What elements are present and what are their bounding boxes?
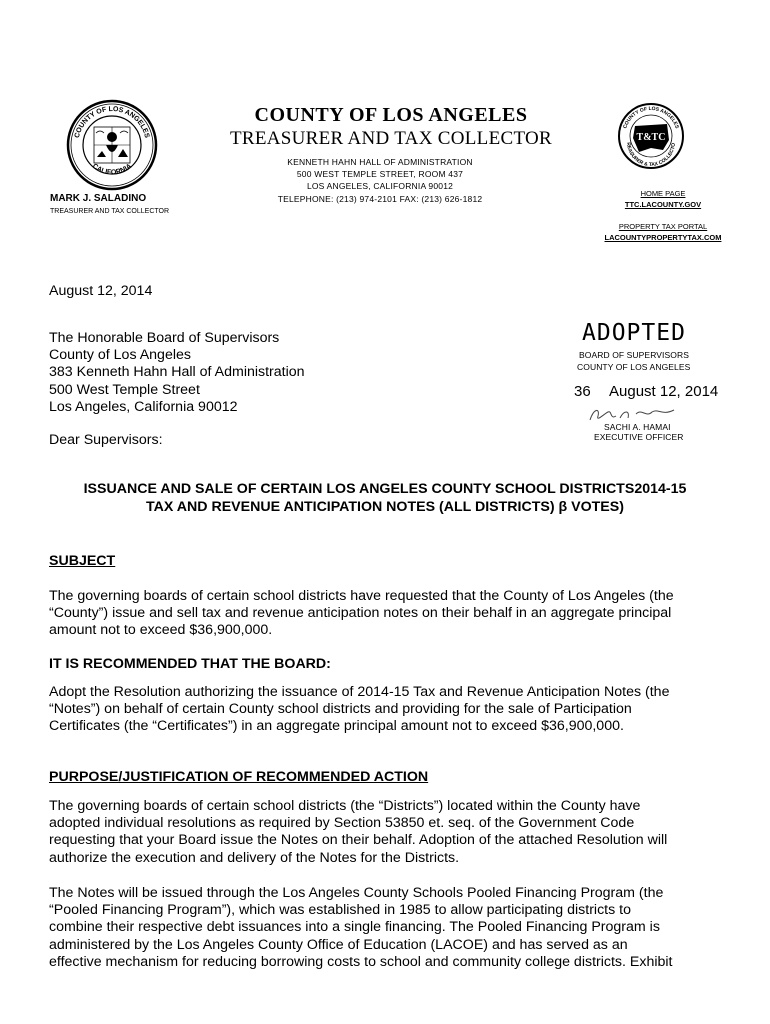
salutation: Dear Supervisors: bbox=[49, 432, 163, 448]
stamp-line1: BOARD OF SUPERVISORS bbox=[579, 350, 690, 360]
paragraph-line: Certificates (the “Certificates”) in an aggregate principal amount not to exceed $36,900,000. bbox=[49, 718, 624, 735]
recipient-line: 383 Kenneth Hahn Hall of Administration bbox=[49, 364, 305, 381]
subject-heading: SUBJECT bbox=[49, 553, 116, 569]
official-title: TREASURER AND TAX COLLECTOR bbox=[50, 208, 170, 215]
paragraph-line: amount not to exceed $36,900,000. bbox=[49, 622, 273, 639]
adopted-stamp-title: ADOPTED bbox=[582, 320, 686, 346]
letter-title bbox=[49, 480, 721, 516]
paragraph-line: administered by the Los Angeles County Office of Education (LACOE) and has served as an bbox=[49, 936, 628, 953]
ttc-seal-logo bbox=[617, 96, 685, 182]
paragraph-line: “Pooled Financing Program”), which was established in 1985 to allow participating districts to bbox=[49, 902, 631, 919]
paragraph-line: “County”) issue and sell tax and revenue anticipation notes on their behalf in an aggregate principal bbox=[49, 605, 672, 622]
official-name: MARK J. SALADINO bbox=[50, 193, 147, 204]
subject-paragraph bbox=[49, 588, 729, 640]
portal-label: PROPERTY TAX PORTAL bbox=[618, 222, 708, 231]
paragraph-line: combine their respective debt issuances into a single financing. The Pooled Financing Program is bbox=[49, 919, 660, 936]
stamp-line2: COUNTY OF LOS ANGELES bbox=[577, 362, 691, 372]
paragraph-line: The governing boards of certain school districts have requested that the County of Los Angeles (the bbox=[49, 588, 674, 604]
stamp-item-number: 36 bbox=[574, 383, 591, 400]
recipient-line: County of Los Angeles bbox=[49, 347, 191, 364]
recommendation-heading: IT IS RECOMMENDED THAT THE BOARD: bbox=[49, 656, 331, 672]
purpose-heading: PURPOSE/JUSTIFICATION OF RECOMMENDED ACTION bbox=[49, 769, 429, 785]
recipient-line: 500 West Temple Street bbox=[49, 381, 200, 398]
paragraph-line: The Notes will be issued through the Los Angeles County Schools Pooled Financing Program (the bbox=[49, 885, 664, 901]
home-page-link[interactable]: TTC.LACOUNTY.GOV bbox=[624, 200, 702, 209]
address-line: LOS ANGELES, CALIFORNIA 90012 bbox=[306, 181, 454, 192]
recipient-line: Los Angeles, California 90012 bbox=[49, 398, 238, 415]
recipient-address bbox=[49, 330, 369, 416]
svg-text:COUNTY OF LOS ANGELES: COUNTY OF LOS ANGELES bbox=[73, 105, 151, 139]
stamp-date: August 12, 2014 bbox=[609, 383, 719, 400]
letterhead-title: COUNTY OF LOS ANGELES bbox=[254, 104, 528, 126]
portal-link[interactable]: LACOUNTYPROPERTYTAX.COM bbox=[604, 233, 722, 242]
paragraph-line: “Notes”) on behalf of certain County school districts and providing for the sale of Participation bbox=[49, 701, 632, 718]
svg-text:T&TC: T&TC bbox=[636, 132, 666, 143]
letterhead-address bbox=[260, 156, 500, 205]
paragraph-line: adopted individual resolutions as required by Section 53850 et. seq. of the Government Code bbox=[49, 815, 635, 832]
home-page-label: HOME PAGE bbox=[640, 189, 686, 198]
address-line: KENNETH HAHN HALL OF ADMINISTRATION bbox=[287, 157, 473, 167]
stamp-officer-name: SACHI A. HAMAI bbox=[604, 422, 671, 432]
svg-text:TREASURER & TAX COLLECTOR: REASURER & TAX COLLECTO bbox=[624, 142, 678, 169]
letter-date: August 12, 2014 bbox=[49, 283, 153, 299]
svg-text:COUNTY OF LOS ANGELES: COUNTY OF LOS ANGELES bbox=[622, 105, 680, 130]
title-line: TAX AND REVENUE ANTICIPATION NOTES (ALL DISTRICTS) β VOTES) bbox=[146, 499, 624, 515]
paragraph-line: requesting that your Board issue the Notes on their behalf. Adoption of the attached Resolution will bbox=[49, 832, 668, 849]
purpose-paragraph-1 bbox=[49, 798, 729, 867]
recommendation-paragraph bbox=[49, 684, 729, 736]
title-line: ISSUANCE AND SALE OF CERTAIN LOS ANGELES COUNTY SCHOOL DISTRICTS2014-15 bbox=[83, 481, 687, 497]
svg-text:CALIFORNIA: CALIFORNIA bbox=[90, 162, 134, 177]
letterhead-subtitle: TREASURER AND TAX COLLECTOR bbox=[229, 128, 553, 149]
recipient-line: The Honorable Board of Supervisors bbox=[49, 330, 280, 346]
paragraph-line: Adopt the Resolution authorizing the issuance of 2014-15 Tax and Revenue Anticipation Notes (the bbox=[49, 684, 670, 700]
paragraph-line: effective mechanism for reducing borrowing costs to school and community college districts. Exhibit bbox=[49, 953, 673, 970]
purpose-paragraph-2 bbox=[49, 885, 729, 971]
address-line: TELEPHONE: (213) 974-2101 FAX: (213) 626-1812 bbox=[277, 193, 483, 204]
paragraph-line: The governing boards of certain school districts (the “Districts”) located within the County have bbox=[49, 798, 641, 814]
address-line: 500 WEST TEMPLE STREET, ROOM 437 bbox=[296, 169, 464, 180]
paragraph-line: authorize the execution and delivery of the Notes for the Districts. bbox=[49, 849, 460, 866]
stamp-officer-title: EXECUTIVE OFFICER bbox=[594, 432, 684, 442]
